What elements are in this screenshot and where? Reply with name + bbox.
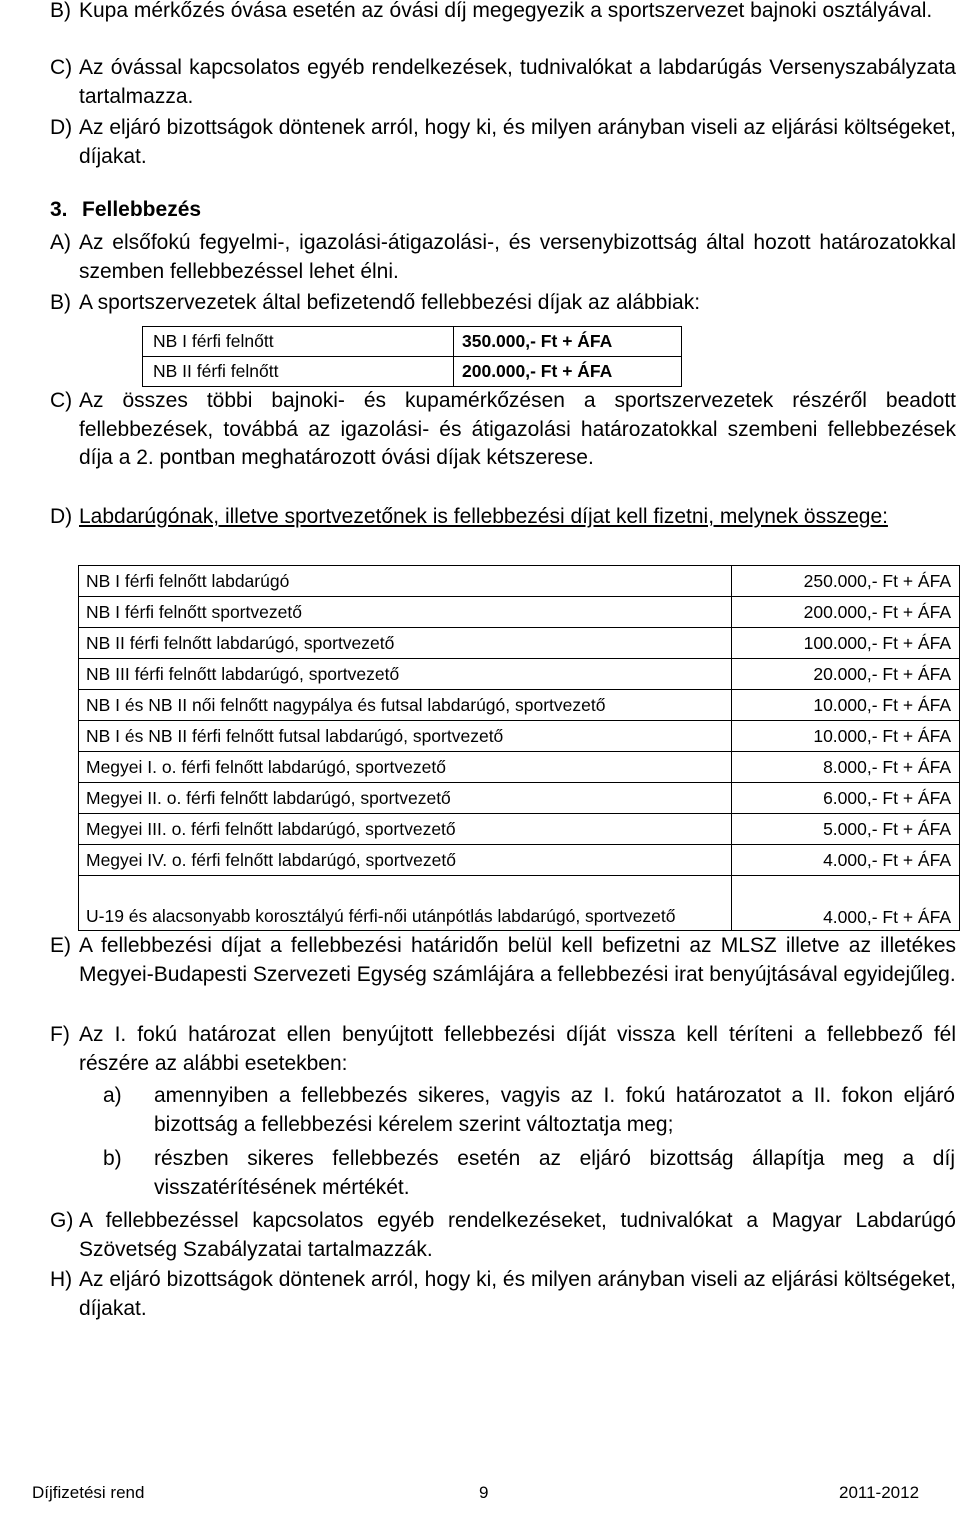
table-cell-category: Megyei IV. o. férfi felnőtt labdarúgó, sportvezető — [79, 845, 732, 876]
item-label: C) — [50, 389, 73, 412]
paragraph-b — [50, 289, 956, 318]
paragraph-top-c — [50, 54, 956, 111]
table-row — [143, 327, 682, 357]
table-cell-fee: 4.000,- Ft + ÁFA — [731, 876, 959, 931]
sub-item-label: b) — [103, 1147, 122, 1170]
section-title: Fellebbezés — [82, 198, 202, 221]
item-text: Az eljáró bizottságok döntenek arról, hogy ki, és milyen arányban viseli az eljárási költségeket, díjakat. — [79, 1268, 956, 1320]
sub-item-b — [103, 1144, 955, 1202]
item-text: Az I. fokú határozat ellen benyújtott fellebbezési díját vissza kell téríteni a fellebbező fél részére az alábbi esetekben: — [79, 1023, 956, 1075]
paragraph-top-d — [50, 114, 956, 171]
sub-item-text: részben sikeres fellebbezés esetén az eljáró bizottság állapítja meg a díj visszatérítésének mértékét. — [154, 1147, 955, 1199]
item-label: F) — [50, 1023, 70, 1046]
paragraph-e — [50, 932, 956, 989]
table-cell-fee: 100.000,- Ft + ÁFA — [731, 628, 959, 659]
table-cell-fee: 5.000,- Ft + ÁFA — [731, 814, 959, 845]
fee-table-individual — [78, 565, 960, 931]
table-cell-category: NB I férfi felnőtt sportvezető — [79, 597, 732, 628]
sub-item-label: a) — [103, 1084, 122, 1107]
footer-season: 2011-2012 — [839, 1483, 920, 1502]
table-cell-category: NB III férfi felnőtt labdarúgó, sportvezető — [79, 659, 732, 690]
fee-table-club — [142, 326, 682, 387]
table-cell-category: NB I és NB II férfi felnőtt futsal labdarúgó, sportvezető — [79, 721, 732, 752]
table-cell-fee: 10.000,- Ft + ÁFA — [731, 721, 959, 752]
table-row — [79, 690, 960, 721]
item-label: D) — [50, 116, 73, 139]
item-label: C) — [50, 56, 73, 79]
table-cell-fee: 250.000,- Ft + ÁFA — [731, 566, 959, 597]
item-label: H) — [50, 1268, 73, 1291]
table-row — [143, 357, 682, 387]
table-cell-fee: 200.000,- Ft + ÁFA — [454, 357, 682, 387]
table-cell-fee: 4.000,- Ft + ÁFA — [731, 845, 959, 876]
item-text: Az elsőfokú fegyelmi-, igazolási-átigazolási-, és versenybizottság által hozott határozatokkal szemben fellebbezéssel lehet élni. — [79, 231, 956, 283]
footer-page-number: 9 — [479, 1483, 489, 1502]
paragraph-h — [50, 1266, 956, 1323]
item-text: Az összes többi bajnoki- és kupamérkőzésen a sportszervezetek részéről beadott fellebbezések, továbbá az igazolási- és átigazolási határozatokkal szembeni fellebbezések díja a 2. pontban meghatározott óvási díjak kétszerese. — [79, 389, 956, 469]
item-text: A fellebbezéssel kapcsolatos egyéb rendelkezéseket, tudnivalókat a Magyar Labdarúgó Szövetség Szabályzatai tartalmazzák. — [79, 1209, 956, 1261]
table-row — [79, 628, 960, 659]
table-cell-fee: 6.000,- Ft + ÁFA — [731, 783, 959, 814]
table-row — [79, 876, 960, 931]
table-cell-category: NB I és NB II női felnőtt nagypálya és futsal labdarúgó, sportvezető — [79, 690, 732, 721]
table-row — [79, 566, 960, 597]
table-row — [79, 721, 960, 752]
table-row — [79, 845, 960, 876]
paragraph-top-b — [50, 0, 956, 26]
table-cell-category: Megyei II. o. férfi felnőtt labdarúgó, sportvezető — [79, 783, 732, 814]
paragraph-g — [50, 1207, 956, 1264]
table-row — [79, 659, 960, 690]
table-row — [79, 814, 960, 845]
item-text: A sportszervezetek által befizetendő fellebbezési díjak az alábbiak: — [79, 291, 701, 314]
item-label: G) — [50, 1209, 74, 1232]
section-heading — [50, 196, 201, 224]
paragraph-a — [50, 229, 956, 286]
item-text: Az óvással kapcsolatos egyéb rendelkezések, tudnivalókat a labdarúgás Versenyszabályzata tartalmazza. — [79, 56, 956, 108]
item-text: Labdarúgónak, illetve sportvezetőnek is fellebbezési díjat kell fizetni, melynek összege: — [79, 505, 888, 528]
table-cell-category: Megyei III. o. férfi felnőtt labdarúgó, sportvezető — [79, 814, 732, 845]
paragraph-c — [50, 387, 956, 473]
item-label: E) — [50, 934, 71, 957]
item-label: B) — [50, 291, 71, 314]
table-cell-fee: 200.000,- Ft + ÁFA — [731, 597, 959, 628]
table-cell-fee: 350.000,- Ft + ÁFA — [454, 327, 682, 357]
paragraph-d — [50, 503, 956, 532]
table-cell-category: NB I férfi felnőtt — [143, 327, 454, 357]
item-text: Kupa mérkőzés óvása esetén az óvási díj megegyezik a sportszervezet bajnoki osztályával. — [79, 0, 933, 22]
section-number: 3. — [50, 198, 68, 221]
table-row — [79, 752, 960, 783]
item-text: A fellebbezési díjat a fellebbezési határidőn belül kell befizetni az MLSZ illetve az illetékes Megyei-Budapesti Szervezeti Egység számlájára a fellebbezési irat benyújtásával egyidejűleg. — [79, 934, 956, 986]
table-cell-fee: 8.000,- Ft + ÁFA — [731, 752, 959, 783]
item-label: D) — [50, 505, 73, 528]
table-cell-category: NB II férfi felnőtt labdarúgó, sportvezető — [79, 628, 732, 659]
paragraph-f — [50, 1021, 956, 1078]
table-cell-fee: 20.000,- Ft + ÁFA — [731, 659, 959, 690]
table-cell-category: Megyei I. o. férfi felnőtt labdarúgó, sportvezető — [79, 752, 732, 783]
item-label: A) — [50, 231, 71, 254]
item-text: Az eljáró bizottságok döntenek arról, hogy ki, és milyen arányban viseli az eljárási költségeket, díjakat. — [79, 116, 956, 168]
sub-item-text: amennyiben a fellebbezés sikeres, vagyis az I. fokú határozatot a II. fokon eljáró bizottság a fellebbezési kérelem szerint változtatja meg; — [154, 1084, 955, 1136]
table-cell-category: NB I férfi felnőtt labdarúgó — [79, 566, 732, 597]
table-cell-category: NB II férfi felnőtt — [143, 357, 454, 387]
item-label: B) — [50, 0, 71, 22]
table-row — [79, 783, 960, 814]
table-cell-fee: 10.000,- Ft + ÁFA — [731, 690, 959, 721]
table-row — [79, 597, 960, 628]
table-cell-category: U-19 és alacsonyabb korosztályú férfi-női utánpótlás labdarúgó, sportvezető — [79, 876, 732, 931]
sub-item-a — [103, 1081, 955, 1139]
footer-document-title: Díjfizetési rend — [32, 1483, 145, 1502]
